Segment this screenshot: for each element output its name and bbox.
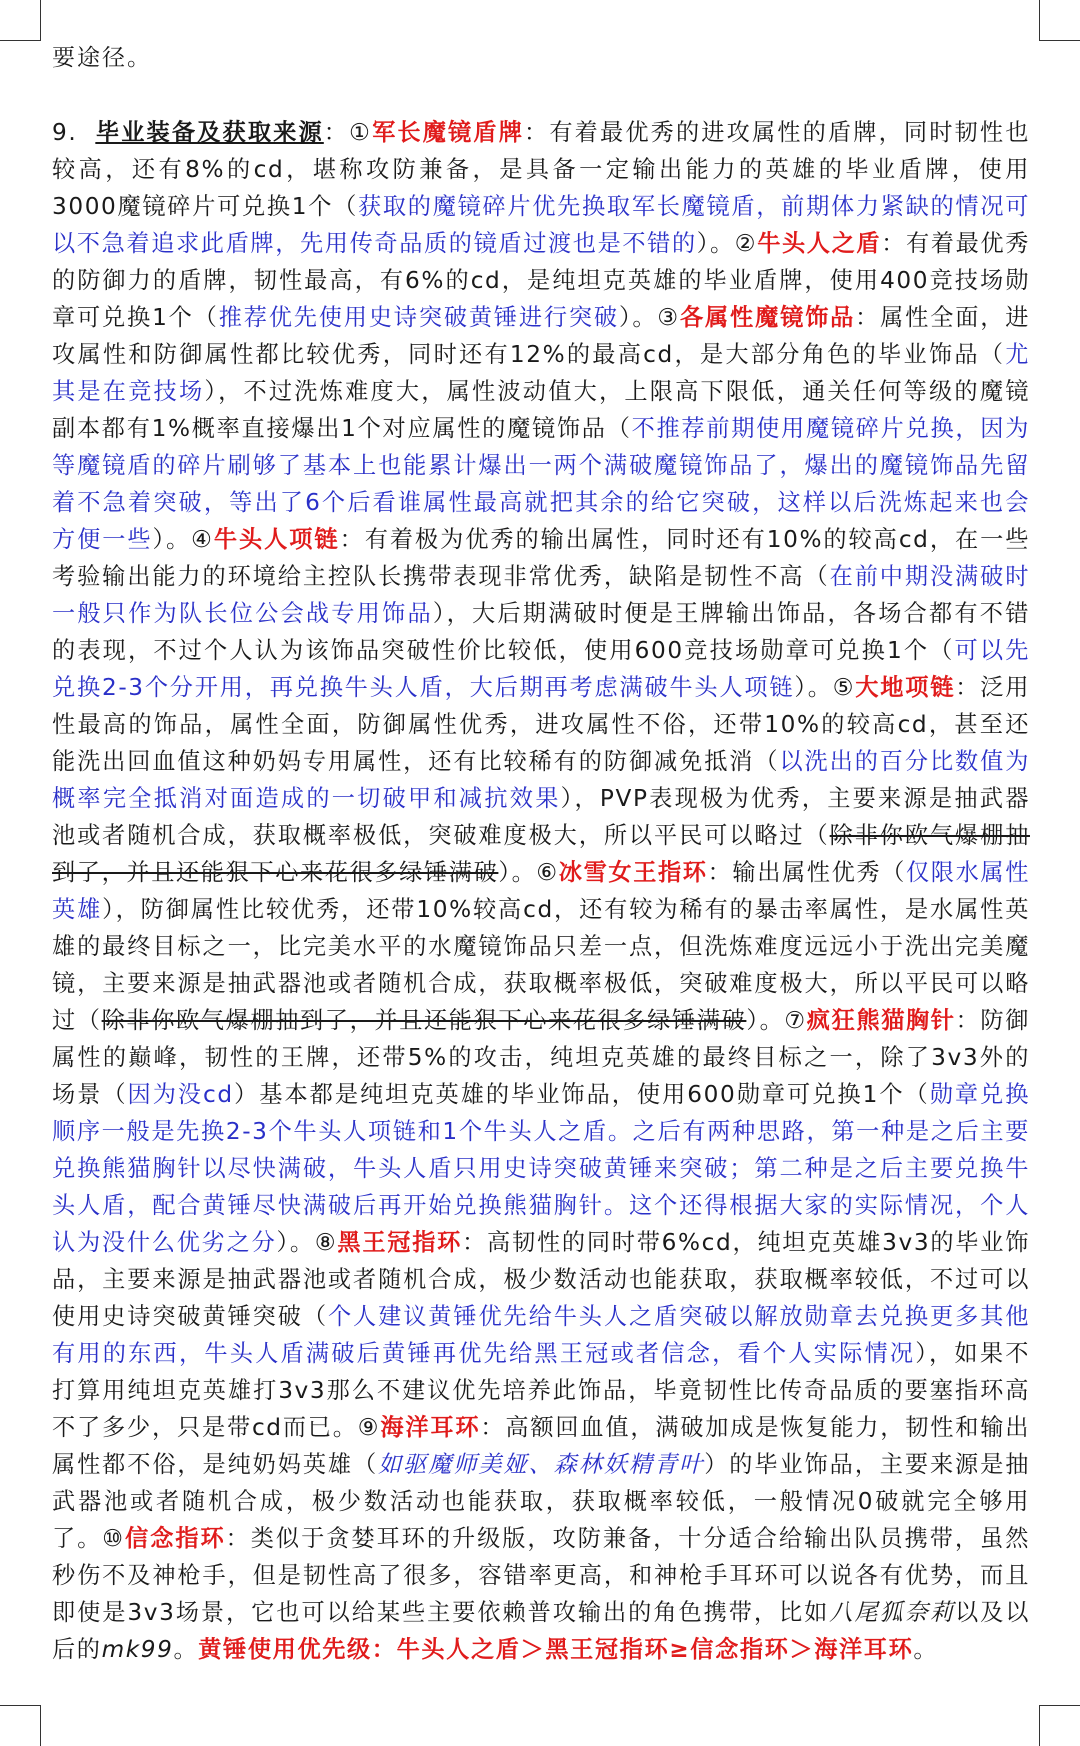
struck-text: 除非你欧气爆棚抽到了，并且还能狠下心来花很多绿锤满破 <box>52 822 1030 886</box>
character-name: 八尾狐奈莉 <box>829 1599 955 1626</box>
tip-note: 以洗出的百分比数值为概率完全抵消对面造成的一切破甲和减抗效果 <box>52 748 1030 812</box>
item-name-highlight: 海洋耳环 <box>380 1414 481 1441</box>
plain-text: ：有着最优秀的防御力的盾牌，韧性最高，有6%的cd，是纯坦克英雄的毕业盾牌，使用400竞技场勋章可兑换1个（ <box>52 230 1030 331</box>
tip-note: 仅限水属性英雄 <box>52 859 1030 923</box>
plain-text: 。 <box>913 1636 939 1663</box>
item-name-highlight: 大地项链 <box>855 674 956 701</box>
plain-text: ），如果不打算用纯坦克英雄打3v3那么不建议优先培养此饰品，毕竟韧性比传奇品质的要塞指环高不了多少，只是带cd而已。⑨ <box>52 1340 1030 1441</box>
plain-text: ）。⑦ <box>746 1007 807 1034</box>
plain-text: ）。⑧ <box>276 1229 338 1256</box>
struck-text: 除非你欧气爆棚抽到了，并且还能狠下心来花很多绿锤满破 <box>101 1007 747 1034</box>
plain-text: ），防御属性比较优秀，还带10%较高cd，还有较为稀有的暴击率属性，是水属性英雄的最终目标之一，比完美水平的水魔镜饰品只差一点，但洗炼难度远远小于洗出完美魔镜，主要来源是抽武器池或者随机合成，获取概率极低，突破难度极大，所以平民可以略过（ <box>52 896 1030 1034</box>
section-9-paragraph <box>52 114 1030 1668</box>
corner-mark-bottom-left <box>0 1705 41 1746</box>
item-name-highlight: 军长魔镜盾牌 <box>372 119 525 146</box>
plain-text: ）。④ <box>152 526 214 553</box>
priority-summary: 黄锤使用优先级：牛头人之盾＞黑王冠指环≥信念指环＞海洋耳环 <box>198 1636 914 1663</box>
section-title: 毕业装备及获取来源 <box>95 119 324 146</box>
item-name-highlight: 黑王冠指环 <box>337 1229 463 1256</box>
item-name-highlight: 疯狂熊猫胸针 <box>806 1007 956 1034</box>
plain-text: ：属性全面，进攻属性和防御属性都比较优秀，同时还有12%的最高cd，是大部分角色的毕业饰品（ <box>52 304 1031 368</box>
plain-text: ）。⑤ <box>794 674 856 701</box>
plain-text: ： <box>323 119 350 146</box>
item-name-highlight: 冰雪女王指环 <box>558 859 708 886</box>
intro-line: 要途径。 <box>52 45 152 71</box>
plain-text: ① <box>349 119 373 146</box>
plain-text: 以及以后的 <box>52 1599 1030 1663</box>
tip-note: 勋章兑换顺序一般是先换2-3个牛头人项链和1个牛头人之盾。之后有两种思路，第一种是之后主要兑换熊猫胸针以尽快满破，牛头人盾只用史诗突破黄锤来突破；第二种是之后主要兑换牛头人盾，配合黄锤尽快满破后再开始兑换熊猫胸针。这个还得根据大家的实际情况，个人认为没什么优劣之分 <box>52 1081 1030 1256</box>
plain-text: 。 <box>173 1636 199 1663</box>
section-number: 9. <box>52 119 78 146</box>
tip-note: 如驱魔师美娅、森林妖精青叶 <box>378 1451 705 1478</box>
plain-text: ），不过洗炼难度大，属性波动值大，上限高下限低，通关任何等级的魔镜副本都有1%概率直接爆出1个对应属性的魔镜饰品（ <box>52 378 1030 442</box>
document-page <box>52 40 1030 1668</box>
tip-note: 获取的魔镜碎片优先换取军长魔镜盾，前期体力紧缺的情况可以不急着追求此盾牌，先用传奇品质的镜盾过渡也是不错的 <box>52 193 1030 257</box>
plain-text: ），大后期满破时便是王牌输出饰品，各场合都有不错的表现，不过个人认为该饰品突破性价比较低，使用600竞技场勋章可兑换1个（ <box>52 600 1030 664</box>
plain-text: ）。③ <box>618 304 681 331</box>
plain-text: ：有着极为优秀的输出属性，同时还有10%的较高cd，在一些考验输出能力的环境给主控队长携带表现非常优秀，缺陷是韧性不高（ <box>52 526 1030 590</box>
plain-text: ：防御属性的巅峰，韧性的王牌，还带5%的攻击，纯坦克英雄的最终目标之一，除了3v3外的场景（ <box>52 1007 1030 1108</box>
corner-mark-bottom-right <box>1039 1705 1080 1746</box>
tip-note: 因为没cd <box>127 1081 234 1108</box>
corner-mark-top-right <box>1039 0 1080 41</box>
plain-text: ：输出属性优秀（ <box>707 859 906 886</box>
item-name-highlight: 信念指环 <box>125 1525 226 1552</box>
tip-note: 个人建议黄锤优先给牛头人之盾突破以解放勋章去兑换更多其他有用的东西，牛头人盾满破后黄锤再优先给黑王冠或者信念，看个人实际情况 <box>52 1303 1030 1367</box>
plain-text: ）基本都是纯坦克英雄的毕业饰品，使用600勋章可兑换1个（ <box>233 1081 930 1108</box>
plain-text: ：有着最优秀的进攻属性的盾牌，同时韧性也较高，还有8%的cd，堪称攻防兼备，是具备一定输出能力的英雄的毕业盾牌，使用3000魔镜碎片可兑换1个（ <box>52 119 1030 220</box>
item-name-highlight: 牛头人之盾 <box>757 230 882 257</box>
plain-text: ），PVP表现极为优秀，主要来源是抽武器池或者随机合成，获取概率极低，突破难度极大，所以平民可以略过（ <box>52 785 1031 849</box>
plain-text: ：高韧性的同时带6%cd，纯坦克英雄3v3的毕业饰品，主要来源是抽武器池或者随机合成，极少数活动也能获取，获取概率较低，不过可以使用史诗突破黄锤突破（ <box>52 1229 1030 1330</box>
tip-note: 可以先兑换2-3个分开用，再兑换牛头人盾，大后期再考虑满破牛头人项链 <box>52 637 1030 701</box>
plain-text: ：类似于贪婪耳环的升级版，攻防兼备，十分适合给输出队员携带，虽然秒伤不及神枪手，但是韧性高了很多，容错率更高，和神枪手耳环可以说各有优势，而且即使是3v3场景，它也可以给某些主要依赖普攻输出的角色携带，比如 <box>52 1525 1030 1626</box>
tip-note: 在前中期没满破时一般只作为队长位公会战专用饰品 <box>52 563 1030 627</box>
character-name: mk99 <box>101 1636 174 1663</box>
tip-note: 推荐优先使用史诗突破黄锤进行突破 <box>218 304 619 331</box>
plain-text: ）。⑥ <box>498 859 559 886</box>
plain-text: ）。② <box>696 230 758 257</box>
corner-mark-top-left <box>0 0 41 41</box>
tip-note: 不推荐前期使用魔镜碎片兑换，因为等魔镜盾的碎片刷够了基本上也能累计爆出一两个满破魔镜饰品了，爆出的魔镜饰品先留着不急着突破，等出了6个后看谁属性最高就把其余的给它突破，这样以后洗炼起来也会方便一些 <box>52 415 1030 553</box>
item-name-highlight: 牛头人项链 <box>213 526 340 553</box>
plain-text: ：高额回血值，满破加成是恢复能力，韧性和输出属性都不俗，是纯奶妈英雄（ <box>52 1414 1031 1478</box>
item-name-highlight: 各属性魔镜饰品 <box>680 304 856 331</box>
plain-text: ：泛用性最高的饰品，属性全面，防御属性优秀，进攻属性不俗，还带10%的较高cd，甚至还能洗出回血值这种奶妈专用属性，还有比较稀有的防御减免抵消（ <box>52 674 1030 775</box>
tip-note: 尤其是在竞技场 <box>52 341 1030 405</box>
plain-text: ）的毕业饰品，主要来源是抽武器池或者随机合成，极少数活动也能获取，获取概率较低，一般情况0破就完全够用了。⑩ <box>52 1451 1030 1552</box>
